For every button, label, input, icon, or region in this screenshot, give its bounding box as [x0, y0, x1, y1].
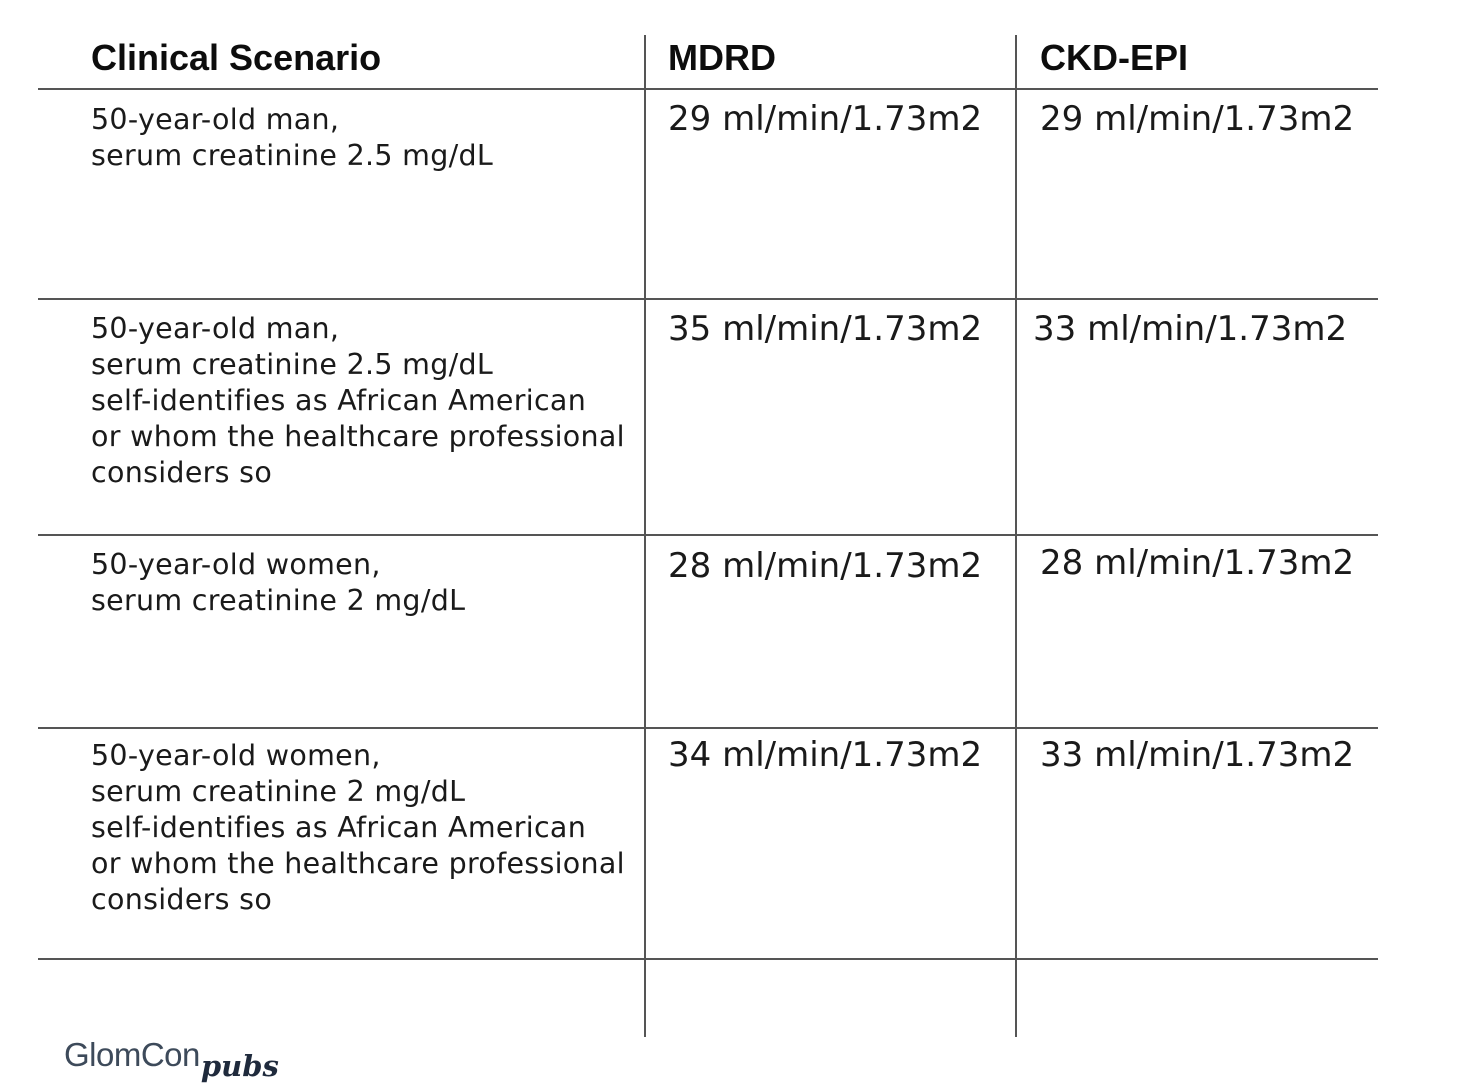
ckd-epi-value: 33 ml/min/1.73m2: [1040, 735, 1355, 775]
scenario-line: serum creatinine 2.5 mg/dL: [91, 139, 494, 172]
ckd-epi-value: 33 ml/min/1.73m2: [1033, 309, 1348, 349]
mdrd-value: 28 ml/min/1.73m2: [668, 546, 983, 586]
scenario-cell: [91, 738, 625, 918]
scenario-line: considers so: [91, 883, 273, 916]
ckd-epi-value: 29 ml/min/1.73m2: [1040, 99, 1355, 139]
scenario-line: 50-year-old women,: [91, 548, 381, 581]
scenario-line: 50-year-old man,: [91, 103, 340, 136]
header-mdrd: MDRD: [668, 37, 776, 78]
scenario-line: serum creatinine 2 mg/dL: [91, 584, 466, 617]
row-divider: [38, 534, 1378, 536]
scenario-line: serum creatinine 2 mg/dL: [91, 775, 466, 808]
column-divider: [1015, 35, 1017, 1037]
scenario-cell: [91, 311, 625, 491]
mdrd-value: 35 ml/min/1.73m2: [668, 309, 983, 349]
row-divider: [38, 727, 1378, 729]
scenario-line: 50-year-old women,: [91, 739, 381, 772]
row-divider: [38, 958, 1378, 960]
mdrd-value: 34 ml/min/1.73m2: [668, 735, 983, 775]
scenario-line: or whom the healthcare professional: [91, 847, 625, 880]
logo-wordmark: GlomCon: [64, 1036, 200, 1073]
scenario-line: self-identifies as African American: [91, 811, 587, 844]
scenario-cell: [91, 102, 493, 174]
column-divider: [644, 35, 646, 1037]
header-ckd-epi: CKD-EPI: [1040, 37, 1189, 78]
scenario-line: 50-year-old man,: [91, 312, 340, 345]
logo-subtitle: pubs: [200, 1049, 279, 1083]
scenario-line: self-identifies as African American: [91, 384, 587, 417]
scenario-cell: [91, 547, 465, 619]
header-divider: [38, 88, 1378, 90]
scenario-line: considers so: [91, 456, 273, 489]
row-divider: [38, 298, 1378, 300]
glomcon-pubs-logo: [64, 1036, 279, 1083]
mdrd-value: 29 ml/min/1.73m2: [668, 99, 983, 139]
ckd-epi-value: 28 ml/min/1.73m2: [1040, 543, 1355, 583]
scenario-line: serum creatinine 2.5 mg/dL: [91, 348, 494, 381]
header-clinical-scenario: Clinical Scenario: [91, 37, 382, 78]
scenario-line: or whom the healthcare professional: [91, 420, 625, 453]
